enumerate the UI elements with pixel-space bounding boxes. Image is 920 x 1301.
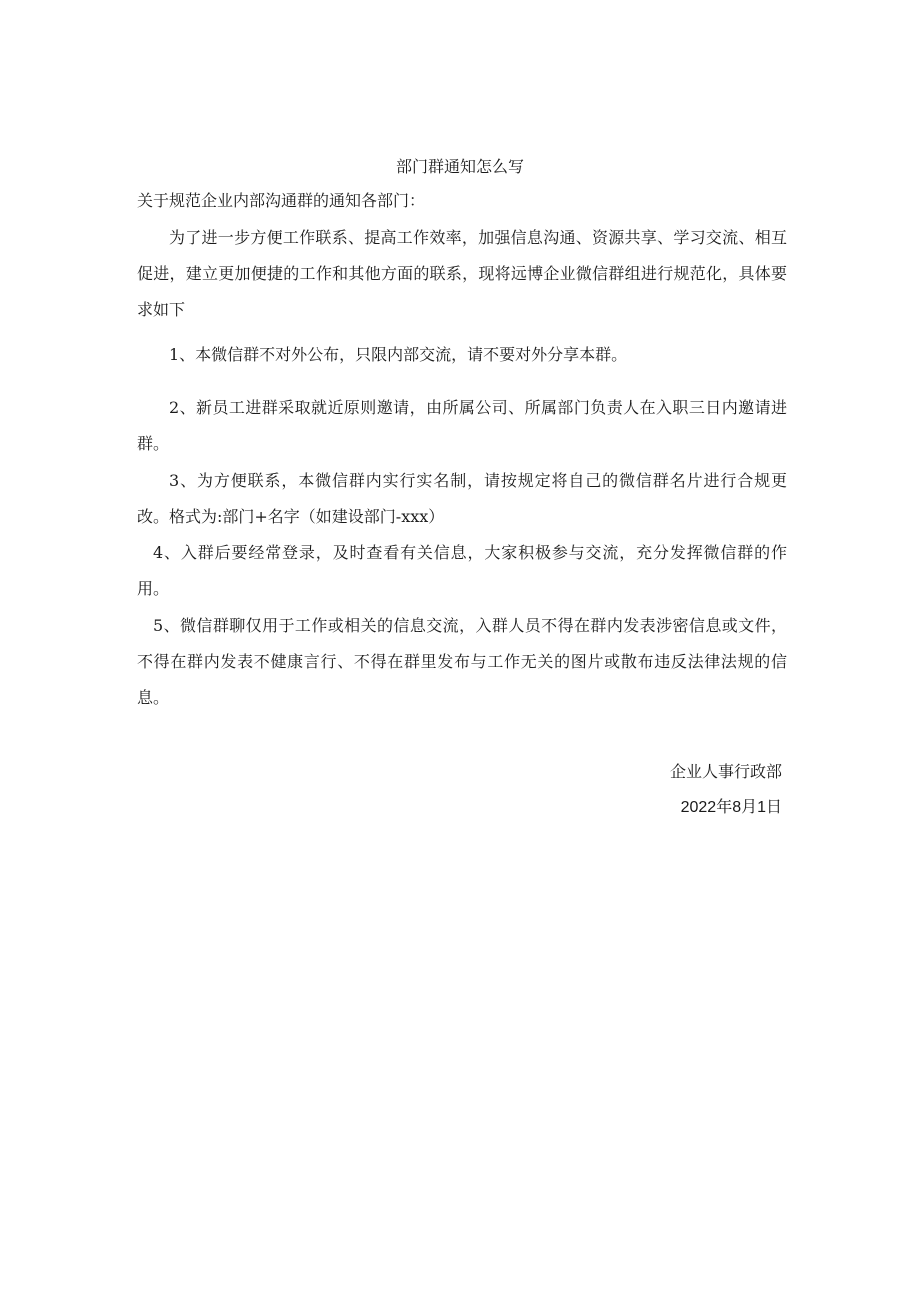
intro-paragraph: 为了进一步方便工作联系、提高工作效率，加强信息沟通、资源共享、学习交流、相互促进，建立更加便捷的工作和其他方面的联系，现将远博企业微信群组进行规范化，具体要求如下 [137, 228, 787, 319]
salutation: 关于规范企业内部沟通群的通知各部门： [137, 191, 426, 210]
rule-item-3: 3、为方便联系，本微信群内实行实名制，请按规定将自己的微信群名片进行合规更改。格式为:部门+名字（如建设部门-xxx） [137, 471, 787, 526]
document-title: 部门群通知怎么写 [395, 157, 524, 176]
rule-item-2: 2、新员工进群采取就近原则邀请，由所属公司、所属部门负责人在入职三日内邀请进群。 [137, 398, 787, 453]
rule-item-4: 4、入群后要经常登录，及时查看有关信息，大家积极参与交流，充分发挥微信群的作用。 [137, 543, 787, 598]
signature-department: 企业人事行政部 [669, 762, 782, 781]
signature-date: 2022年8月1日 [680, 799, 782, 816]
rule-item-1: 1、本微信群不对外公布，只限内部交流，请不要对外分享本群。 [169, 345, 628, 364]
rule-item-5: 5、微信群聊仅用于工作或相关的信息交流，入群人员不得在群内发表涉密信息或文件，不得在群内发表不健康言行、不得在群里发布与工作无关的图片或散布违反法律法规的信息。 [137, 616, 787, 707]
